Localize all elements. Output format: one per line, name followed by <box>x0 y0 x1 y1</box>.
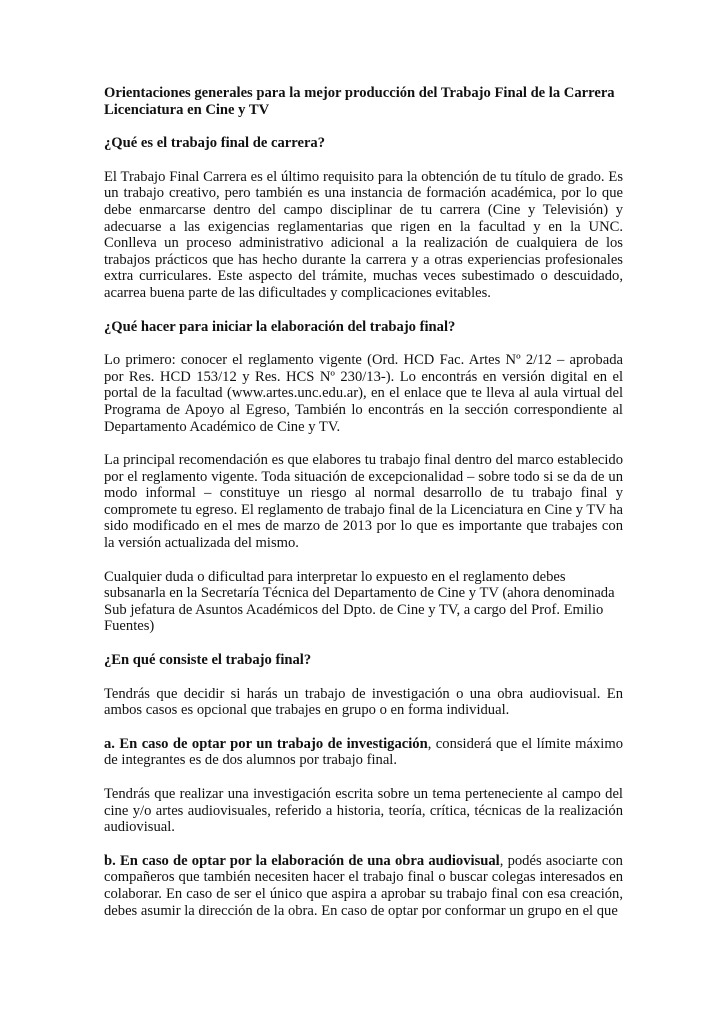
audiovisual-option-lead: b. En caso de optar por la elaboración de una obra audiovisual <box>104 852 500 869</box>
paragraph-audiovisual-option <box>104 853 623 919</box>
paragraph-regulation: Lo primero: conocer el reglamento vigente (Ord. HCD Fac. Artes Nº 2/12 – aprobada por Res. HCD 153/12 y Res. HCS Nº 230/13-). Lo encontrás en versión digital en el portal de la facultad (www.artes.unc.edu.ar), en el enlace que te lleva al aula virtual del Programa de Apoyo al Egreso, También lo encontrás en la sección correspondiente al Departamento Académico de Cine y TV. <box>104 352 623 435</box>
paragraph-research-description: Tendrás que realizar una investigación escrita sobre un tema perteneciente al campo del cine y/o artes audiovisuales, referido a historia, teoría, crítica, técnicas de la realización audiovisual. <box>104 786 623 836</box>
paragraph-what-is: El Trabajo Final Carrera es el último requisito para la obtención de tu título de grado. Es un trabajo creativo, pero también es una instancia de formación académica, por lo que debe enmarcarse dentro del campo disciplinar de tu carrera (Cine y Televisión) y adecuarse a las exigencias reglamentarias que rigen en la facultad y en la UNC. Conlleva un proceso administrativo adicional a la realización de cualquiera de los trabajos prácticos que has hecho durante la carrera y a otras experiencias profesionales extra curriculares. Este aspecto del trámite, muchas veces subestimado o descuidado, acarrea buena parte de las dificultades y complicaciones evitables. <box>104 168 623 301</box>
research-option-lead: a. En caso de optar por un trabajo de investigación <box>104 735 428 752</box>
paragraph-recommendation: La principal recomendación es que elabores tu trabajo final dentro del marco establecido por el reglamento vigente. Toda situación de excepcionalidad – sobre todo si se da de un modo informal – constituye un riesgo al normal desarrollo de tu trabajo final y compromete tu egreso. El reglamento de trabajo final de la Licenciatura en Cine y TV ha sido modificado en el mes de marzo de 2013 por lo que es importante que trabajes con la versión actualizada del mismo. <box>104 452 623 552</box>
research-option-text: , considerá que el límite máximo de integrantes es de dos alumnos por trabajo final. <box>104 735 623 769</box>
section-heading-how-to-start: ¿Qué hacer para iniciar la elaboración del trabajo final? <box>104 318 456 335</box>
audiovisual-option-text: , podés asociarte con compañeros que también necesiten hacer el trabajo final o buscar colegas interesados en colaborar. En caso de ser el único que aspira a aprobar su trabajo final con esa creación, debes asumir la dirección de la obra. En caso de optar por conformar un grupo en el que <box>104 852 623 919</box>
paragraph-doubts: Cualquier duda o dificultad para interpretar lo expuesto en el reglamento debes subsanarla en la Secretaría Técnica del Departamento de Cine y TV (ahora denominada Sub jefatura de Asuntos Académicos del Dpto. de Cine y TV, a cargo del Prof. Emilio Fuentes) <box>104 568 615 635</box>
section-heading-what-is: ¿Qué es el trabajo final de carrera? <box>104 135 326 152</box>
document-title: Orientaciones generales para la mejor producción del Trabajo Final de la Carrera Licenciatura en Cine y TV <box>104 85 615 118</box>
paragraph-research-option <box>104 736 623 769</box>
section-heading-what-consists: ¿En qué consiste el trabajo final? <box>104 652 312 669</box>
paragraph-decision: Tendrás que decidir si harás un trabajo de investigación o una obra audiovisual. En ambos casos es opcional que trabajes en grupo o en forma individual. <box>104 685 623 719</box>
